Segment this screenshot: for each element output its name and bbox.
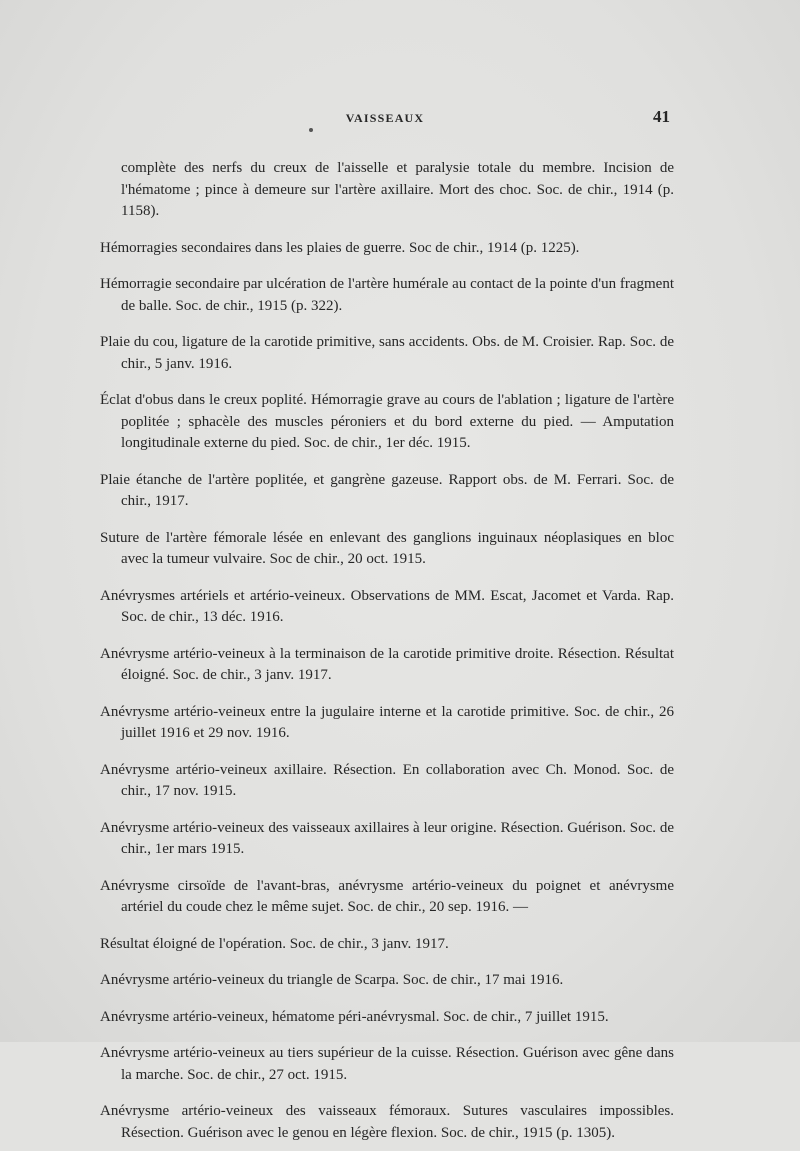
bibliography-entry: Anévrysme artério-veineux des vaisseaux fémoraux. Sutures vasculaires impossibles. Résection. Guérison avec le genou en légère flexion. Soc. de chir., 1915 (p. 1305). xyxy=(100,1103,674,1141)
bibliography-entry: Anévrysme artério-veineux, hématome péri-anévrysmal. Soc. de chir., 7 juillet 1915. xyxy=(100,1008,609,1025)
bibliography-entry: Plaie du cou, ligature de la carotide primitive, sans accidents. Obs. de M. Croisier. Rap. Soc. de chir., 5 janv. 1916. xyxy=(100,334,674,372)
bibliography-entry: Anévrysme artério-veineux du triangle de Scarpa. Soc. de chir., 17 mai 1916. xyxy=(100,972,564,988)
bibliography-entry: Plaie étanche de l'artère poplitée, et gangrène gazeuse. Rapport obs. de M. Ferrari. Soc. de chir., 1917. xyxy=(100,471,674,509)
bibliography-entry: Hémorragie secondaire par ulcération de l'artère humérale au contact de la pointe d'un fragment de balle. Soc. de chir., 1915 (p. 322). xyxy=(100,276,674,314)
bibliography-entry: Éclat d'obus dans le creux poplité. Hémorragie grave au cours de l'ablation ; ligature de l'artère poplitée ; sphacèle des muscles péroniers et du bord externe du pied. — Amputation longitudinale externe du pied. Soc. de chir., 1er déc. 1915. xyxy=(100,392,674,451)
bibliography-entry: Anévrysme artério-veineux à la terminaison de la carotide primitive droite. Résection. Résultat éloigné. Soc. de chir., 3 janv. 1917. xyxy=(100,645,674,683)
bibliography-entry: Anévrysme artério-veineux des vaisseaux axillaires à leur origine. Résection. Guérison. Soc. de chir., 1er mars 1915. xyxy=(100,819,674,857)
print-speck xyxy=(309,128,313,132)
bibliography-entry: Anévrysme artério-veineux axillaire. Résection. En collaboration avec Ch. Monod. Soc. de chir., 17 nov. 1915. xyxy=(100,761,674,799)
page-header xyxy=(100,107,670,131)
running-head: VAISSEAUX xyxy=(345,111,425,125)
bibliography-entry: Anévrysme artério-veineux entre la jugulaire interne et la carotide primitive. Soc. de chir., 26 juillet 1916 et 29 nov. 1916. xyxy=(100,703,674,741)
bibliography-entry: Hémorragies secondaires dans les plaies de guerre. Soc de chir., 1914 (p. 1225). xyxy=(100,239,580,256)
bibliography-entry: Anévrysme artério-veineux au tiers supérieur de la cuisse. Résection. Guérison avec gêne dans la marche. Soc. de chir., 27 oct. 1915. xyxy=(100,1045,674,1083)
bibliography-entry: Anévrysmes artériels et artério-veineux. Observations de MM. Escat, Jacomet et Varda. Rap. Soc. de chir., 13 déc. 1916. xyxy=(100,587,674,625)
bibliography-entry: Résultat éloigné de l'opération. Soc. de chir., 3 janv. 1917. xyxy=(100,935,449,952)
bibliography-entry: Anévrysme cirsoïde de l'avant-bras, anévrysme artério-veineux du poignet et anévrysme artériel du coude chez le même sujet. Soc. de chir., 20 sep. 1916. — xyxy=(100,877,674,915)
bibliography-entry: Suture de l'artère fémorale lésée en enlevant des ganglions inguinaux néoplasiques en bloc avec la tumeur vulvaire. Soc de chir., 20 oct. 1915. xyxy=(100,529,674,567)
page-number: 41 xyxy=(653,107,670,126)
bibliography-entry: complète des nerfs du creux de l'aisselle et paralysie totale du membre. Incision de l'hématome ; pince à demeure sur l'artère axillaire. Mort des choc. Soc. de chir., 1914 (p. 1158). xyxy=(121,160,674,219)
bibliography-list xyxy=(100,143,674,1151)
